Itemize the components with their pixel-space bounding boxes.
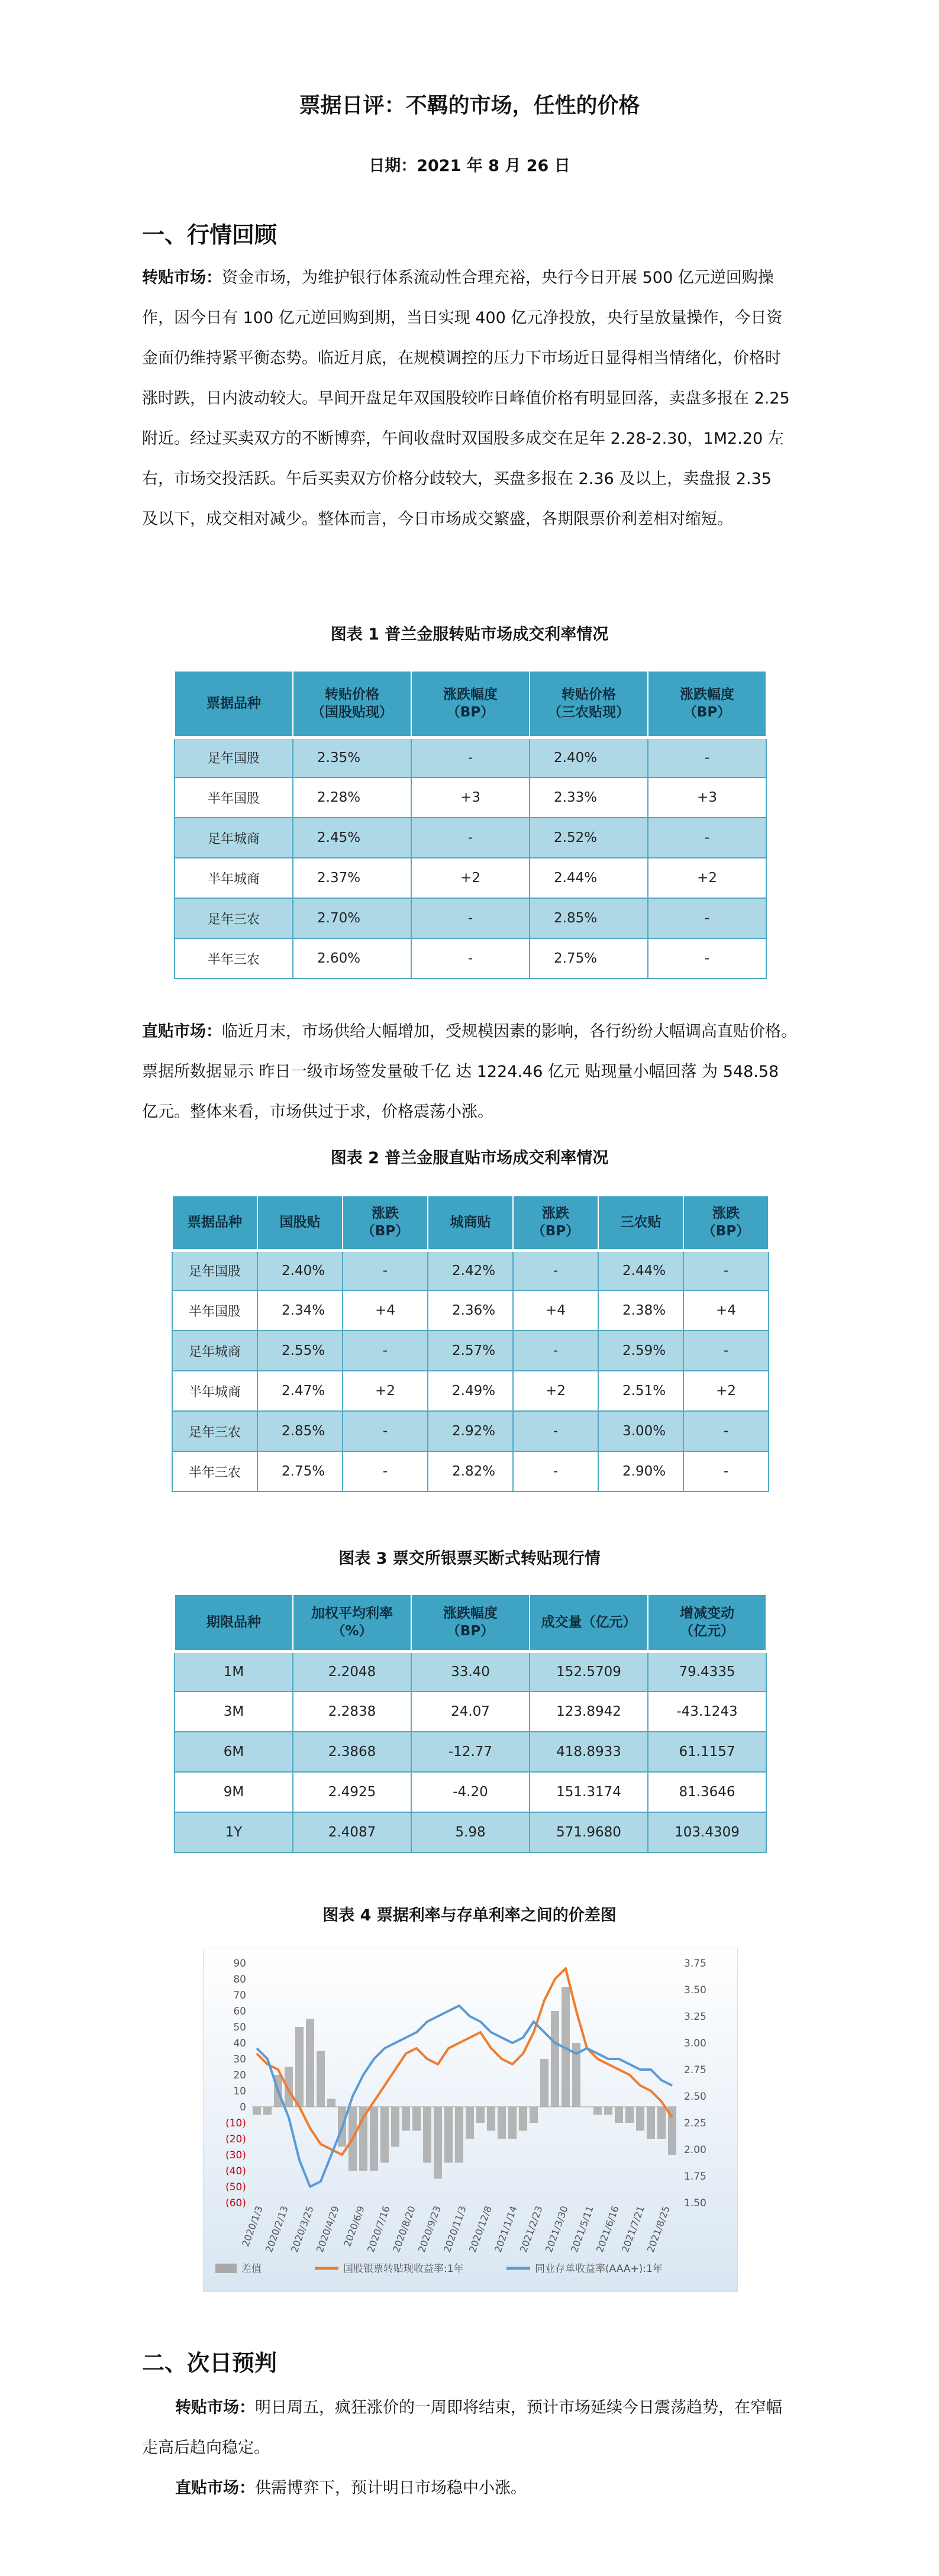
spread-bar xyxy=(508,2107,517,2139)
table-cell: 2.70% xyxy=(293,898,411,938)
col-header: 票据品种 xyxy=(172,1196,257,1250)
spread-bar xyxy=(593,2107,602,2115)
table-row xyxy=(175,1812,766,1852)
table-row xyxy=(172,1250,769,1290)
col-header: 三农贴 xyxy=(598,1196,683,1250)
table-cell: 2.40% xyxy=(530,737,648,777)
table3-caption: 图表 3 票交所银票买断式转贴现行情 xyxy=(338,1550,601,1568)
table-cell: 2.34% xyxy=(257,1290,343,1331)
table-header-row xyxy=(172,1196,769,1250)
row-label-cell: 1Y xyxy=(175,1812,293,1852)
paragraph-line: 亿元。整体来看，市场供过于求，价格震荡小涨。 xyxy=(142,1103,493,1121)
table-cell: - xyxy=(343,1331,428,1371)
table-cell: - xyxy=(683,1451,769,1492)
table-cell: 2.60% xyxy=(293,938,411,979)
col-header: 涨跌幅度 （BP） xyxy=(648,671,766,737)
table-cell: 33.40 xyxy=(411,1651,530,1691)
table-cell: 2.90% xyxy=(598,1451,683,1492)
spread-bar xyxy=(498,2107,506,2139)
spread-bar xyxy=(487,2107,495,2131)
table-cell: - xyxy=(648,898,766,938)
table-cell: 2.40% xyxy=(257,1250,343,1290)
table-cell: - xyxy=(411,938,530,979)
table-cell: +2 xyxy=(411,858,530,898)
table-cell: 2.82% xyxy=(428,1451,513,1492)
col-header: 期限品种 xyxy=(175,1594,293,1651)
x-axis-tick-label: 2020/8/20 xyxy=(390,2204,418,2254)
right-axis-tick-label: 2.00 xyxy=(684,2144,706,2156)
spread-bar xyxy=(604,2107,612,2115)
x-axis-tick-label: 2021/8/25 xyxy=(644,2204,672,2254)
right-axis-tick-label: 3.25 xyxy=(684,2011,706,2023)
legend-label-ncd: 同业存单收益率(AAA+):1年 xyxy=(535,2263,663,2275)
table-cell: 123.8942 xyxy=(530,1691,648,1732)
table-cell: 2.92% xyxy=(428,1411,513,1451)
table-cell: 2.47% xyxy=(257,1371,343,1411)
spread-bar xyxy=(466,2107,474,2139)
left-axis-tick-label: 70 xyxy=(233,1990,246,2002)
spread-bar xyxy=(519,2107,527,2131)
row-label-cell: 半年三农 xyxy=(175,938,293,979)
table1-caption: 图表 1 普兰金服转贴市场成交利率情况 xyxy=(330,625,609,644)
spread-bar xyxy=(625,2107,634,2123)
x-axis-tick-label: 2020/7/16 xyxy=(364,2204,392,2254)
table-cell: 2.28% xyxy=(293,777,411,818)
table-cell: 2.33% xyxy=(530,777,648,818)
table-row xyxy=(175,858,766,898)
spread-bar xyxy=(423,2107,431,2163)
right-axis-tick-label: 2.25 xyxy=(684,2117,706,2129)
exchange-rediscount-table xyxy=(174,1594,767,1853)
table-header-row xyxy=(175,671,766,737)
table-cell: - xyxy=(648,938,766,979)
table-cell: 2.44% xyxy=(598,1250,683,1290)
legend-label-bill: 国股银票转贴现收益率:1年 xyxy=(343,2263,464,2275)
spread-bar xyxy=(380,2107,389,2163)
table-cell: 2.4087 xyxy=(293,1812,411,1852)
row-label-cell: 1M xyxy=(175,1651,293,1691)
row-label-cell: 半年三农 xyxy=(172,1451,257,1492)
paragraph-line: 右，市场交投活跃。午后买卖双方价格分歧较大，买盘多报在 2.36 及以上，卖盘报 2.35 xyxy=(142,470,772,488)
table-cell: - xyxy=(513,1331,598,1371)
table-cell: +4 xyxy=(343,1290,428,1331)
right-axis-tick-label: 1.50 xyxy=(684,2197,706,2209)
row-label-cell: 半年城商 xyxy=(172,1371,257,1411)
spread-bar xyxy=(636,2107,644,2131)
spread-bar xyxy=(615,2107,623,2123)
forecast-direct-line: 直贴市场：供需博弈下，预计明日市场稳中小涨。 xyxy=(175,2479,527,2497)
table-cell: 2.42% xyxy=(428,1250,513,1290)
spread-bar xyxy=(455,2107,463,2163)
paragraph-line: 涨时跌，日内波动较大。早间开盘足年双国股较昨日峰值价格有明显回落，卖盘多报在 2.25 xyxy=(142,389,790,408)
table2-caption: 图表 2 普兰金服直贴市场成交利率情况 xyxy=(330,1149,609,1167)
table-cell: -12.77 xyxy=(411,1732,530,1772)
row-label-cell: 9M xyxy=(175,1772,293,1812)
col-header: 票据品种 xyxy=(175,671,293,737)
table-cell: 2.75% xyxy=(530,938,648,979)
table-cell: 5.98 xyxy=(411,1812,530,1852)
table-body xyxy=(172,1250,769,1492)
x-axis-tick-label: 2020/11/3 xyxy=(441,2204,469,2254)
report-date: 日期：2021 年 8 月 26 日 xyxy=(369,157,570,175)
table-cell: 2.52% xyxy=(530,818,648,858)
table-cell: 152.5709 xyxy=(530,1651,648,1691)
paragraph-line: 金面仍维持紧平衡态势。临近月底，在规模调控的压力下市场近日显得相当情绪化，价格时 xyxy=(142,349,781,367)
legend-label-spread: 差值 xyxy=(241,2263,262,2275)
spread-bar xyxy=(657,2107,666,2139)
table-cell: +4 xyxy=(683,1290,769,1331)
table-cell: 2.85% xyxy=(257,1411,343,1451)
table-row xyxy=(172,1411,769,1451)
table-cell: +4 xyxy=(513,1290,598,1331)
table-cell: - xyxy=(411,898,530,938)
paragraph-line: 直贴市场：临近月末，市场供给大幅增加，受规模因素的影响，各行纷纷大幅调高直贴价格。 xyxy=(142,1022,797,1041)
spread-bar xyxy=(540,2059,548,2107)
table-cell: +2 xyxy=(343,1371,428,1411)
spread-bar xyxy=(370,2107,378,2171)
right-axis-tick-label: 3.00 xyxy=(684,2038,706,2049)
right-axis-tick-label: 3.75 xyxy=(684,1958,706,1970)
table-cell: 2.44% xyxy=(530,858,648,898)
spread-bar xyxy=(434,2107,442,2179)
table-cell: 24.07 xyxy=(411,1691,530,1732)
row-label-cell: 半年国股 xyxy=(172,1290,257,1331)
table-cell: +2 xyxy=(648,858,766,898)
left-axis-tick-label: 80 xyxy=(233,1974,246,1986)
direct-market-paragraph xyxy=(142,1012,799,1132)
table-cell: 2.45% xyxy=(293,818,411,858)
paragraph-line: 附近。经过买卖双方的不断博弈，午间收盘时双国股多成交在足年 2.28-2.30，1M2.20 左 xyxy=(142,430,784,448)
right-axis-tick-label: 1.75 xyxy=(684,2171,706,2183)
left-axis-tick-label: (20) xyxy=(225,2133,246,2145)
spread-bar xyxy=(412,2107,421,2131)
table-cell: - xyxy=(343,1250,428,1290)
table-body xyxy=(175,737,766,979)
paragraph-line: 及以下，成交相对减少。整体而言，今日市场成交繁盛，各期限票价利差相对缩短。 xyxy=(142,510,733,528)
table-cell: 2.38% xyxy=(598,1290,683,1331)
direct-market-label: 直贴市场： xyxy=(142,1022,222,1041)
section-heading-review: 一、行情回顾 xyxy=(142,222,277,248)
spread-bar xyxy=(263,2107,272,2115)
col-header: 转贴价格 （三农贴现） xyxy=(530,671,648,737)
table-cell: 2.37% xyxy=(293,858,411,898)
row-label-cell: 半年国股 xyxy=(175,777,293,818)
x-axis-tick-label: 2020/12/8 xyxy=(466,2204,494,2254)
spread-chart-svg xyxy=(204,1948,737,2291)
table-cell: 2.35% xyxy=(293,737,411,777)
section-heading-forecast: 二、次日预判 xyxy=(142,2350,277,2376)
spread-bar xyxy=(647,2107,655,2139)
transfer-market-label: 转贴市场： xyxy=(142,269,222,287)
row-label-cell: 足年国股 xyxy=(175,737,293,777)
row-label-cell: 足年城商 xyxy=(172,1331,257,1371)
transfer-rate-table xyxy=(174,670,767,979)
left-axis-tick-label: (10) xyxy=(225,2117,246,2129)
right-axis-tick-label: 2.75 xyxy=(684,2064,706,2076)
table-row xyxy=(175,818,766,858)
table-cell: 81.3646 xyxy=(648,1772,766,1812)
table-cell: - xyxy=(343,1411,428,1451)
x-axis-tick-label: 2021/1/14 xyxy=(492,2204,519,2254)
forecast-direct-label: 直贴市场： xyxy=(175,2479,255,2497)
table-cell: 2.36% xyxy=(428,1290,513,1331)
table-row xyxy=(175,938,766,979)
spread-bar xyxy=(306,2019,314,2107)
row-label-cell: 6M xyxy=(175,1732,293,1772)
table-row xyxy=(172,1331,769,1371)
spread-bar xyxy=(476,2107,485,2123)
forecast-transfer-line1: 转贴市场：明日周五，疯狂涨价的一周即将结束，预计市场延续今日震荡趋势，在窄幅 xyxy=(175,2399,782,2417)
left-axis-tick-label: (40) xyxy=(225,2165,246,2177)
table-cell: 79.4335 xyxy=(648,1651,766,1691)
col-header: 加权平均利率 （%） xyxy=(293,1594,411,1651)
table-cell: 2.75% xyxy=(257,1451,343,1492)
spread-bar xyxy=(444,2107,453,2163)
left-axis-tick-label: 40 xyxy=(233,2038,246,2049)
x-axis-tick-label: 2021/6/16 xyxy=(593,2204,621,2254)
direct-rate-table xyxy=(172,1195,769,1492)
table-cell: +3 xyxy=(411,777,530,818)
spread-chart xyxy=(203,1948,738,2292)
col-header: 转贴价格 （国股贴现） xyxy=(293,671,411,737)
row-label-cell: 足年国股 xyxy=(172,1250,257,1290)
col-header: 涨跌 （BP） xyxy=(513,1196,598,1250)
x-axis-tick-label: 2021/3/30 xyxy=(543,2204,570,2254)
right-axis-tick-label: 3.50 xyxy=(684,1984,706,1996)
left-axis-tick-label: (50) xyxy=(225,2181,246,2193)
left-axis-tick-label: 50 xyxy=(233,2022,246,2033)
row-label-cell: 足年城商 xyxy=(175,818,293,858)
table-row xyxy=(172,1451,769,1492)
left-axis-tick-label: (30) xyxy=(225,2149,246,2161)
left-axis-tick-label: 90 xyxy=(233,1958,246,1970)
table-row xyxy=(175,1772,766,1812)
row-label-cell: 3M xyxy=(175,1691,293,1732)
table-row xyxy=(175,1691,766,1732)
x-axis-tick-label: 2021/2/23 xyxy=(517,2204,545,2254)
table-cell: - xyxy=(683,1250,769,1290)
spread-bar xyxy=(402,2107,410,2131)
table-cell: 2.57% xyxy=(428,1331,513,1371)
forecast-transfer-line2: 走高后趋向稳定。 xyxy=(142,2439,270,2457)
left-axis-tick-label: 60 xyxy=(233,2006,246,2017)
table-cell: 2.3868 xyxy=(293,1732,411,1772)
col-header: 国股贴 xyxy=(257,1196,343,1250)
table-row xyxy=(172,1290,769,1331)
transfer-market-paragraph xyxy=(142,258,799,540)
table-cell: 2.2838 xyxy=(293,1691,411,1732)
table-cell: - xyxy=(648,818,766,858)
table-cell: 2.2048 xyxy=(293,1651,411,1691)
table-cell: - xyxy=(683,1411,769,1451)
table-cell: 2.55% xyxy=(257,1331,343,1371)
col-header: 涨跌幅度 （BP） xyxy=(411,671,530,737)
table-cell: - xyxy=(343,1451,428,1492)
table-cell: - xyxy=(513,1250,598,1290)
left-axis-tick-label: (60) xyxy=(225,2197,246,2209)
table-cell: +2 xyxy=(513,1371,598,1411)
paragraph-line: 作，因今日有 100 亿元逆回购到期，当日实现 400 亿元净投放，央行呈放量操作，今日资 xyxy=(142,309,783,327)
spread-bar xyxy=(253,2107,261,2115)
table-row xyxy=(175,1651,766,1691)
paragraph-line: 转贴市场：资金市场，为维护银行体系流动性合理充裕，央行今日开展 500 亿元逆回购操 xyxy=(142,269,774,287)
col-header: 城商贴 xyxy=(428,1196,513,1250)
table-row xyxy=(175,898,766,938)
row-label-cell: 半年城商 xyxy=(175,858,293,898)
forecast-transfer-label: 转贴市场： xyxy=(175,2399,255,2417)
spread-bar xyxy=(551,2011,559,2107)
x-axis-tick-label: 2020/9/23 xyxy=(415,2204,443,2254)
right-axis-tick-label: 2.50 xyxy=(684,2091,706,2103)
table-cell: 103.4309 xyxy=(648,1812,766,1852)
table-row xyxy=(175,737,766,777)
table-cell: - xyxy=(513,1451,598,1492)
table-cell: 61.1157 xyxy=(648,1732,766,1772)
spread-bar xyxy=(391,2107,399,2147)
legend-swatch-spread xyxy=(215,2264,237,2273)
table-cell: 2.59% xyxy=(598,1331,683,1371)
spread-bar xyxy=(327,2099,335,2107)
row-label-cell: 足年三农 xyxy=(175,898,293,938)
table-cell: 418.8933 xyxy=(530,1732,648,1772)
table-cell: - xyxy=(683,1331,769,1371)
col-header: 涨跌 （BP） xyxy=(683,1196,769,1250)
spread-bar xyxy=(317,2051,325,2107)
x-axis-tick-label: 2021/5/11 xyxy=(568,2204,596,2254)
table-cell: 2.51% xyxy=(598,1371,683,1411)
col-header: 成交量（亿元） xyxy=(530,1594,648,1651)
table-header-row xyxy=(175,1594,766,1651)
table-body xyxy=(175,1651,766,1852)
table-cell: +2 xyxy=(683,1371,769,1411)
col-header: 增减变动 （亿元） xyxy=(648,1594,766,1651)
x-axis-tick-label: 2020/2/13 xyxy=(263,2204,291,2254)
report-title: 票据日评：不羁的市场，任性的价格 xyxy=(299,93,640,118)
table-row xyxy=(172,1371,769,1411)
table-cell: 151.3174 xyxy=(530,1772,648,1812)
left-axis-tick-label: 10 xyxy=(233,2086,246,2097)
table-row xyxy=(175,777,766,818)
table-cell: - xyxy=(411,737,530,777)
left-axis-tick-label: 20 xyxy=(233,2070,246,2081)
x-axis-tick-label: 2020/4/29 xyxy=(314,2204,341,2254)
spread-bar xyxy=(295,2027,304,2107)
x-axis-tick-label: 2020/3/25 xyxy=(288,2204,316,2254)
chart-caption: 图表 4 票据利率与存单利率之间的价差图 xyxy=(322,1906,617,1925)
x-axis-tick-label: 2020/6/9 xyxy=(341,2204,367,2248)
paragraph-line: 票据所数据显示 昨日一级市场签发量破千亿 达 1224.46 亿元 贴现量小幅回落 为 548.58 xyxy=(142,1063,779,1081)
x-axis-tick-label: 2021/7/21 xyxy=(619,2204,647,2254)
table-cell: 3.00% xyxy=(598,1411,683,1451)
table-cell: - xyxy=(411,818,530,858)
table-row xyxy=(175,1732,766,1772)
table-cell: 571.9680 xyxy=(530,1812,648,1852)
x-axis-tick-label: 2020/1/3 xyxy=(240,2204,265,2248)
table-cell: 2.4925 xyxy=(293,1772,411,1812)
table-cell: - xyxy=(648,737,766,777)
col-header: 涨跌幅度 （BP） xyxy=(411,1594,530,1651)
table-cell: 2.85% xyxy=(530,898,648,938)
col-header: 涨跌 （BP） xyxy=(343,1196,428,1250)
spread-bar xyxy=(530,2107,538,2123)
table-cell: 2.49% xyxy=(428,1371,513,1411)
left-axis-tick-label: 30 xyxy=(233,2054,246,2065)
table-cell: -4.20 xyxy=(411,1772,530,1812)
table-cell: +3 xyxy=(648,777,766,818)
table-cell: - xyxy=(513,1411,598,1451)
row-label-cell: 足年三农 xyxy=(172,1411,257,1451)
table-cell: -43.1243 xyxy=(648,1691,766,1732)
left-axis-tick-label: 0 xyxy=(240,2102,246,2113)
